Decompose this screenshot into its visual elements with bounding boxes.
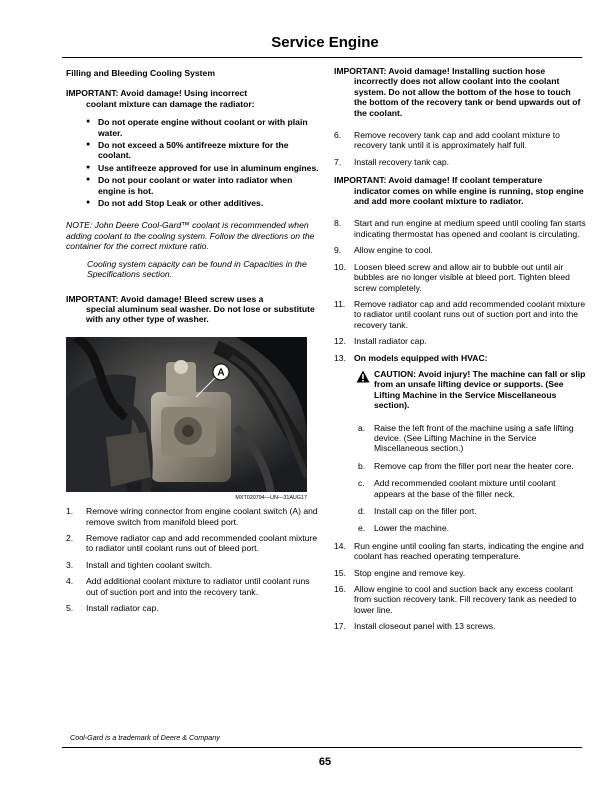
important-rest: special aluminum seal washer. Do not lose or substitute with any other type of washer. (86, 303, 315, 325)
important-lead: IMPORTANT: Avoid damage! If coolant temperature (334, 175, 543, 186)
steps-list-right-a (334, 130, 586, 167)
list-item: 8. Start and run engine at medium speed until cooling fan starts indicating thermostat has opened and coolant is circulating. (334, 218, 586, 239)
important-rest: incorrectly does not allow coolant into the coolant system. Do not allow the bottom of the hose to touch the bottom of the recovery tank or bend upwards out of the coolant. (354, 76, 581, 118)
section-title: Filling and Bleeding Cooling System (66, 68, 215, 78)
list-item: 12. Install radiator cap. (334, 336, 427, 347)
left-column (66, 66, 322, 619)
list-item: e. Lower the machine. (358, 523, 449, 534)
important-notice-mixture (66, 88, 322, 109)
list-item: ● Do not add Stop Leak or other additives. (66, 198, 322, 208)
list-item: 17. Install closeout panel with 13 screws. (334, 621, 496, 632)
list-item: 11. Remove radiator cap and add recommended coolant mixture to radiator until coolant runs out of suction port and into the recovery tank. (334, 298, 586, 330)
trademark-note: Cool-Gard is a trademark of Deere & Company (70, 733, 220, 742)
important-notice-suction-hose (334, 66, 586, 118)
list-item: 13. On models equipped with HVAC: (334, 352, 488, 363)
steps-list-left (66, 506, 322, 613)
list-item: 7. Install recovery tank cap. (334, 156, 450, 167)
list-item: b. Remove cap from the filler port near the heater core. (358, 460, 574, 471)
caution-text: CAUTION: Avoid injury! The machine can fall or slip from an unsafe lifting device or supports. (See Lifting Machine in the Service Miscellaneous section). (374, 368, 586, 411)
engine-photo (66, 337, 307, 492)
right-column (334, 66, 586, 638)
list-item: ● Do not exceed a 50% antifreeze mixture for the coolant. (66, 140, 322, 161)
important-lead: IMPORTANT: Avoid damage! Bleed screw uses a (66, 293, 264, 304)
important-lead: IMPORTANT: Avoid damage! Using incorrect (66, 88, 248, 99)
list-item: d. Install cap on the filler port. (358, 506, 477, 516)
engine-photo-illustration (66, 337, 307, 492)
warning-triangle-icon (356, 370, 370, 383)
caution-notice (334, 369, 586, 411)
list-item: 15. Stop engine and remove key. (334, 567, 466, 578)
steps-list-right-c (334, 541, 586, 632)
footer-rule (62, 747, 582, 748)
list-item: 16. Allow engine to cool and suction back any excess coolant from suction recovery tank. Fill recovery tank as needed to lower line. (334, 584, 577, 615)
figure-caption: MXT020794—UN—31AUG17 (235, 494, 307, 501)
list-item: 9. Allow engine to cool. (334, 245, 433, 256)
callout-a-label: A (217, 367, 225, 379)
list-item: ● Use antifreeze approved for use in aluminum engines. (66, 163, 322, 173)
list-item: 4. Add additional coolant mixture to radiator until coolant runs out of suction port and into the recovery tank. (66, 576, 310, 597)
list-item: ● Do not pour coolant or water into radiator when engine is hot. (66, 175, 322, 196)
list-item: 3. Install and tighten coolant switch. (66, 559, 213, 570)
list-item: c. Add recommended coolant mixture until coolant appears at the base of the filler neck. (358, 478, 556, 499)
important-rest: indicator comes on while engine is running, stop engine and add more coolant mixture to radiator. (354, 185, 584, 207)
page-title: Service Engine (271, 34, 379, 51)
hvac-substeps-list (334, 423, 586, 534)
list-item: 14. Run engine until cooling fan starts, indicating the engine and coolant has reached operating temperature. (334, 540, 584, 562)
note-cool-gard: NOTE: John Deere Cool-Gard™ coolant is recommended when adding coolant to the cooling system. Follow the directions on the container for the correct mixture ratio. (66, 220, 315, 252)
page-number: 65 (318, 756, 332, 768)
list-item: ● Do not operate engine without coolant or with plain water. (66, 117, 322, 138)
steps-list-right-b (334, 218, 586, 362)
list-item: 10. Loosen bleed screw and allow air to bubble out until air bubbles are no longer visible at bleed port. Tighten bleed screw completely. (334, 261, 570, 293)
list-item: a. Raise the left front of the machine using a safe lifting device. (See Lifting Machine in the Service Miscellaneous section.) (358, 422, 574, 454)
list-item: 1. Remove wiring connector from engine coolant switch (A) and remove switch from manifold bleed port. (66, 506, 318, 527)
list-item: 6. Remove recovery tank cap and add coolant mixture to recovery tank until it is approximately half full. (334, 130, 560, 151)
important-notice-temperature (334, 175, 586, 206)
important-lead: IMPORTANT: Avoid damage! Installing suction hose (334, 66, 546, 76)
note-capacity: Cooling system capacity can be found in Capacities in the Specifications section. (87, 258, 307, 280)
list-item: 2. Remove radiator cap and add recommended coolant mixture to radiator until coolant runs out of bleed port. (66, 532, 318, 554)
header-rule (62, 57, 582, 58)
coolant-warning-list (66, 117, 322, 208)
list-item: 5. Install radiator cap. (66, 602, 159, 613)
important-rest: coolant mixture can damage the radiator: (86, 98, 255, 109)
important-notice-bleed-screw (66, 294, 322, 325)
